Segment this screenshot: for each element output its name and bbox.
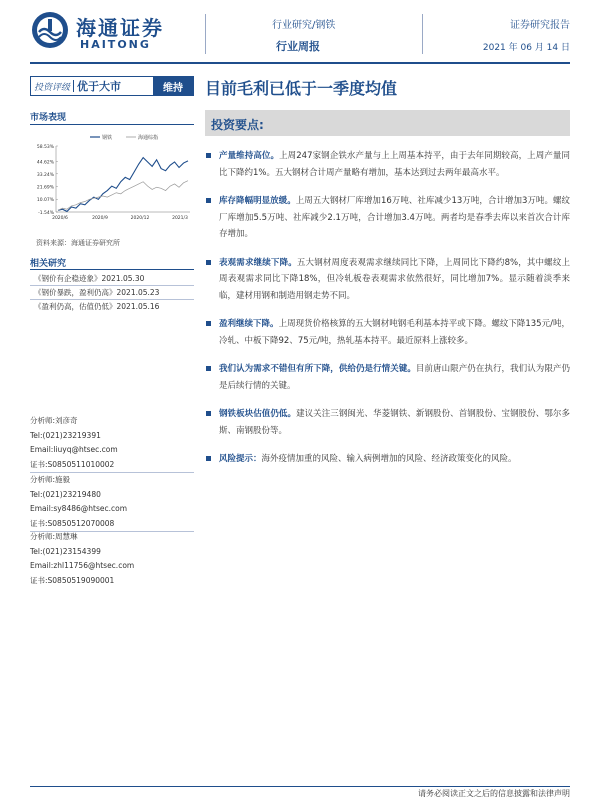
- bullet-square-icon: [206, 366, 211, 371]
- analyst-cert: 证书:S0850519090001: [30, 575, 115, 585]
- key-point-text: 海外疫情加重的风险、输入病例增加的风险、经济政策变化的风险。: [261, 454, 517, 464]
- key-point-text: 上周247家钢企铁水产量与上上周基本持平，由于去年同期较高，上周产量同比下降约1%。五大钢材合计周产量略有增加，基本达到过去两年最高水平。: [219, 151, 570, 178]
- footer-rule: [30, 786, 570, 787]
- bullet-square-icon: [206, 321, 211, 326]
- rating-label: 投资评级: [34, 82, 71, 93]
- related-divider: [30, 299, 194, 300]
- investment-rating-box: [30, 76, 194, 96]
- related-item[interactable]: 《钢价有企稳迹象》2021.05.30: [34, 274, 145, 283]
- logo-chinese-name: 海通证券: [76, 16, 164, 40]
- analyst-email[interactable]: Email:liuyq@htsec.com: [30, 445, 118, 454]
- analyst-card: [30, 414, 194, 472]
- key-points-list: [205, 148, 570, 480]
- related-research-heading: 相关研究: [30, 259, 67, 269]
- x-tick-label: 2021/3: [172, 216, 188, 221]
- report-category: 行业研究/钢铁: [272, 20, 336, 31]
- key-point-item: [205, 255, 570, 305]
- x-tick-label: 2020/9: [92, 216, 108, 221]
- key-points-title: 投资要点:: [211, 118, 264, 132]
- key-point-lead: 风险提示：: [219, 454, 262, 464]
- analyst-tel: Tel:(021)23219391: [30, 430, 101, 440]
- analyst-name: 分析师:施毅: [30, 475, 71, 484]
- related-heading-rule: [30, 269, 194, 270]
- key-point-item: [205, 193, 570, 243]
- key-point-text: 建议关注三钢闽光、华菱钢铁、新钢股份、首钢股份、宝钢股份、鄂尔多斯、南钢股份等。: [219, 409, 570, 436]
- y-tick-label: 21.69%: [36, 185, 54, 191]
- analyst-email[interactable]: Email:sy8486@htsec.com: [30, 504, 128, 513]
- analyst-cert: 证书:S0850511010002: [30, 459, 115, 469]
- related-divider: [30, 285, 194, 286]
- report-title: 目前毛利已低于一季度均值: [205, 79, 398, 98]
- analyst-card: [30, 530, 194, 588]
- key-point-text: 上周五大钢材厂库增加16万吨、社库减少13万吨，合计增加3万吨。螺纹厂库增加5.5万吨、社库减少2.1万吨，合计增加3.4万吨。两者均是春季去库以来首次合计库存增加。: [219, 196, 570, 239]
- haitong-logo: [30, 10, 180, 50]
- chart-source: 资料来源：海通证券研究所: [36, 239, 120, 247]
- key-point-lead: 我们认为需求不错但有所下降，供给仍是行情关键。: [219, 364, 416, 374]
- market-performance-chart: [30, 132, 194, 224]
- key-point-lead: 钢铁板块估值仍低。: [219, 409, 297, 419]
- market-heading-rule: [30, 124, 194, 125]
- x-tick-label: 2020/12: [130, 216, 150, 221]
- key-point-lead: 盈利继续下降。: [219, 319, 279, 329]
- bullet-square-icon: [206, 260, 211, 265]
- y-tick-label: 58.53%: [36, 145, 54, 150]
- y-tick-label: 33.24%: [36, 172, 54, 178]
- analyst-card: [30, 473, 194, 531]
- key-point-lead: 产量维持高位。: [219, 151, 280, 161]
- y-tick-label: 10.07%: [36, 198, 54, 204]
- logo-english-name: HAITONG: [80, 38, 151, 51]
- chart-legend: [90, 134, 158, 141]
- report-date: 2021 年 06 月 14 日: [482, 43, 570, 53]
- chart-lines: [58, 158, 188, 212]
- bullet-square-icon: [206, 411, 211, 416]
- analyst-tel: Tel:(021)23219480: [30, 489, 101, 499]
- y-tick-label: -1.54%: [38, 211, 54, 216]
- key-point-item: [205, 361, 570, 394]
- haitong-emblem-icon: [30, 10, 70, 50]
- key-point-lead: 库存降幅明显放缓。: [219, 196, 296, 206]
- report-label: 证券研究报告: [510, 20, 570, 31]
- bullet-square-icon: [206, 153, 211, 158]
- analyst-tel: Tel:(021)23154399: [30, 546, 101, 556]
- footer-disclaimer: 请务必阅读正文之后的信息披露和法律声明: [418, 789, 570, 798]
- key-points-header: [205, 110, 570, 136]
- key-point-item: [205, 148, 570, 181]
- key-point-text: 五大钢材周度表观需求继续同比下降，上周同比下降约8%，其中螺纹上周表观需求同比下降18%，但冷轧板卷表观需求依然很好，同比增加7%。显示随着淡季来临，建材用钢和制造用钢走势不同。: [219, 257, 570, 301]
- header-divider: [205, 14, 206, 54]
- analyst-name: 分析师:周慧琳: [30, 532, 78, 541]
- key-point-item: [205, 451, 570, 468]
- related-item[interactable]: 《钢价暴跌，盈利仍高》2021.05.23: [34, 288, 160, 297]
- legend-label: 钢铁: [102, 135, 113, 141]
- key-point-item: [205, 406, 570, 439]
- analyst-cert: 证书:S0850512070008: [30, 518, 115, 528]
- header-rule: [30, 62, 570, 64]
- rating-value: 优于大市: [77, 80, 122, 93]
- analyst-email[interactable]: Email:zhl11756@htsec.com: [30, 561, 135, 570]
- analyst-name: 分析师:刘彦奇: [30, 416, 78, 425]
- key-point-lead: 表观需求继续下降。: [219, 257, 297, 268]
- legend-label: 海通综指: [138, 135, 159, 141]
- rating-separator: [73, 80, 74, 92]
- report-type: 行业周报: [276, 40, 320, 53]
- key-point-item: [205, 316, 570, 349]
- key-point-text: 上周现货价格核算的五大钢材吨钢毛利基本持平或下降。螺纹下降135元/吨，冷轧、中板下降92、75元/吨，热轧基本持平。最近原料上涨较多。: [219, 319, 570, 346]
- related-item[interactable]: 《盈利仍高，估值仍低》2021.05.16: [34, 302, 160, 311]
- header-divider-right: [422, 14, 423, 54]
- y-tick-label: 44.62%: [36, 160, 54, 166]
- series-line-steel: [58, 158, 188, 212]
- key-point-text: 目前唐山限产仍在执行，我们认为限产仍是后续行情的关键。: [219, 364, 570, 391]
- rating-action: 维持: [153, 77, 193, 95]
- bullet-square-icon: [206, 456, 211, 461]
- bullet-square-icon: [206, 198, 211, 203]
- x-tick-label: 2020/6: [52, 216, 68, 221]
- market-performance-heading: 市场表现: [30, 113, 67, 123]
